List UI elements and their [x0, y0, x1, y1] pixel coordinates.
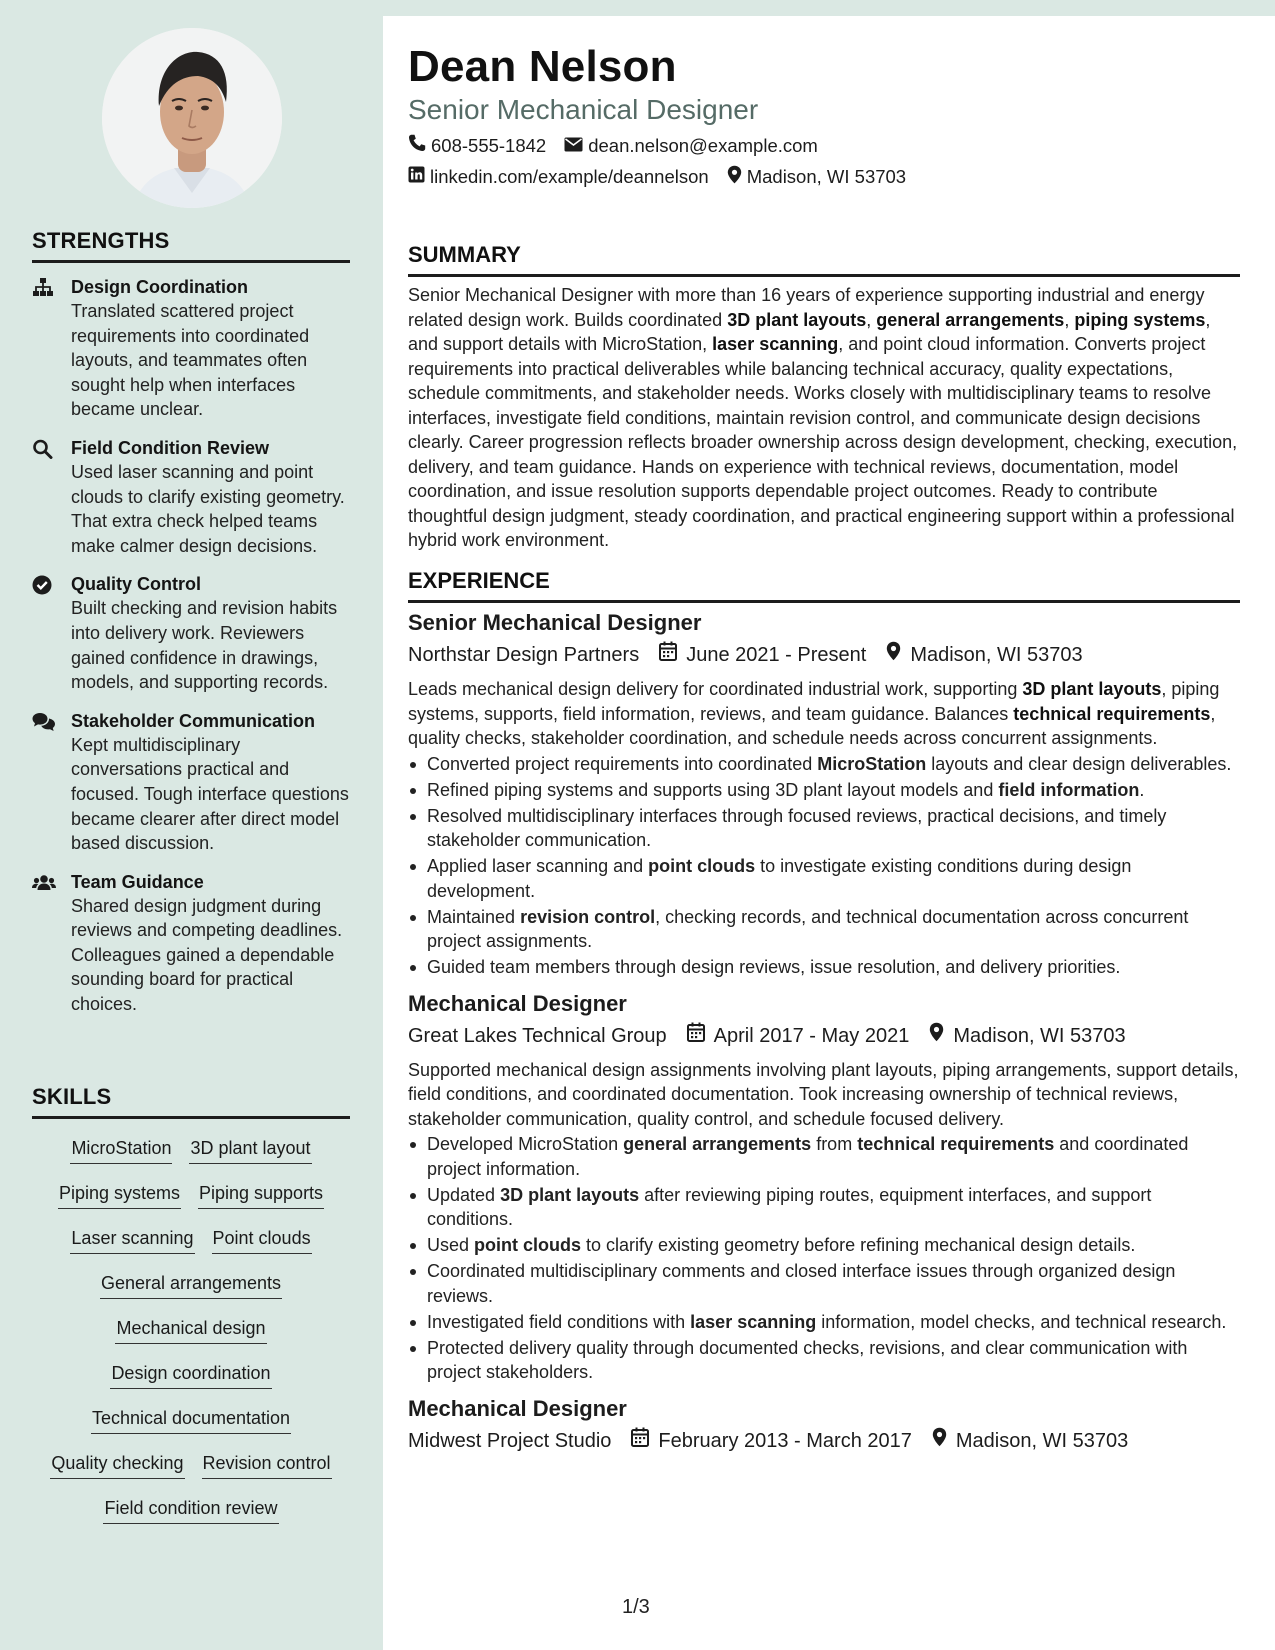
- skill-tag: Field condition review: [103, 1495, 278, 1524]
- strength-desc: Used laser scanning and point clouds to clarify existing geometry. That extra check helped teams make calmer design decisions.: [71, 461, 345, 556]
- job-bullets: [408, 752, 1240, 980]
- job-dates: [631, 1427, 911, 1455]
- job-location: [932, 1427, 1128, 1455]
- job-title: Mechanical Designer: [408, 1395, 627, 1421]
- skill-row: [115, 1315, 266, 1360]
- skill-tag: Design coordination: [110, 1360, 271, 1389]
- intro-segment: , quality checks, stakeholder coordination, and schedule needs across concurrent assignments.: [408, 703, 1216, 748]
- calendar-icon: [631, 1427, 658, 1455]
- skill-tag: Technical documentation: [91, 1405, 291, 1434]
- summary-heading: SUMMARY: [408, 242, 1240, 277]
- strength-item: [32, 275, 350, 422]
- skills-heading: SKILLS: [32, 1084, 350, 1119]
- job-location: [929, 1022, 1125, 1050]
- skill-tag: Piping systems: [58, 1180, 181, 1209]
- job-bullet: [408, 778, 1240, 803]
- summary-segment: ,: [1064, 309, 1075, 330]
- strength-title: Team Guidance: [71, 871, 204, 892]
- candidate-title: Senior Mechanical Designer: [408, 94, 759, 125]
- bullet-segment: to clarify existing geometry before refining mechanical design details.: [581, 1235, 1136, 1255]
- bullet-keyword: technical requirements: [857, 1134, 1055, 1154]
- job-location: [886, 641, 1082, 669]
- job-intro: Supported mechanical design assignments involving plant layouts, piping arrangements, support details, field conditions, and coordinated documentation. Took increasing ownership of technical reviews, stakeholder communication, quality control, and schedule focused delivery.: [408, 1059, 1239, 1129]
- phone-contact: [408, 134, 546, 157]
- summary-segment: , and support details with MicroStation,: [408, 309, 1211, 354]
- strength-item: [32, 572, 350, 694]
- map-pin-icon: [886, 641, 910, 669]
- calendar-icon: [659, 641, 686, 669]
- job-dates-text: June 2021 - Present: [686, 644, 867, 666]
- search-icon: [32, 439, 56, 459]
- skills-section: [32, 1084, 350, 1540]
- job-company: Northstar Design Partners: [408, 644, 640, 666]
- skill-row: [70, 1225, 311, 1270]
- strengths-section: [32, 228, 350, 1017]
- bullet-keyword: field information: [998, 779, 1140, 800]
- skill-row: [100, 1270, 282, 1315]
- job-location-text: Madison, WI 53703: [955, 1429, 1129, 1452]
- strength-desc: Translated scattered project requirements into coordinated layouts, and teammates often sought help when interfaces became unclear.: [71, 301, 310, 420]
- strength-desc: Shared design judgment during reviews and competing deadlines. Colleagues gained a dependable sounding board for practical choices.: [71, 895, 343, 1015]
- skill-row: [50, 1450, 331, 1495]
- email-contact[interactable]: [564, 135, 818, 157]
- calendar-icon: [687, 1022, 714, 1050]
- intro-segment: Leads mechanical design delivery for coordinated industrial work, supporting: [408, 679, 1023, 699]
- linkedin-icon: [408, 166, 430, 188]
- strength-desc: Built checking and revision habits into delivery work. Reviewers gained confidence in drawings, models, and supporting records.: [71, 598, 338, 693]
- experience-heading: EXPERIENCE: [408, 568, 1240, 603]
- job-dates: [659, 641, 866, 669]
- job-title: Senior Mechanical Designer: [408, 610, 702, 635]
- job-company: Great Lakes Technical Group: [408, 1024, 667, 1047]
- bullet-segment: Protected delivery quality through documented checks, revisions, and clear communication with project stakeholders.: [427, 1337, 1188, 1382]
- skill-row: [58, 1180, 324, 1225]
- skill-row: [110, 1360, 271, 1405]
- strength-title: Field Condition Review: [71, 437, 270, 458]
- phone-icon: [408, 134, 431, 157]
- job-meta: [408, 1427, 1240, 1455]
- bullet-keyword: revision control: [520, 906, 656, 927]
- bullet-segment: layouts and clear design deliverables.: [926, 753, 1232, 774]
- job-bullet: [408, 804, 1240, 853]
- job-dates-text: April 2017 - May 2021: [713, 1024, 910, 1047]
- skill-tag: Revision control: [202, 1450, 332, 1479]
- job-bullet: [408, 1183, 1240, 1232]
- strength-item: [32, 870, 350, 1017]
- bullet-segment: Resolved multidisciplinary interfaces through focused reviews, practical decisions, and timely stakeholder communication.: [427, 805, 1167, 850]
- map-pin-icon: [929, 1022, 953, 1050]
- job-location-text: Madison, WI 53703: [953, 1024, 1126, 1047]
- summary-segment: ,: [866, 309, 877, 330]
- bullet-segment: information, model checks, and technical research.: [816, 1311, 1227, 1332]
- job-intro: [408, 677, 1240, 751]
- job-bullet: [408, 1233, 1240, 1258]
- summary-keyword: general arrangements: [876, 309, 1065, 330]
- comments-icon: [32, 712, 56, 732]
- summary-text: [408, 283, 1240, 553]
- bullet-keyword: point clouds: [648, 856, 756, 876]
- intro-segment: , piping systems, supports, field information, reviews, and team guidance. Balances: [408, 679, 1220, 724]
- bullet-segment: Maintained: [427, 906, 521, 927]
- bullet-segment: .: [1139, 779, 1145, 800]
- strength-item: [32, 709, 350, 856]
- strength-title: Quality Control: [71, 574, 201, 595]
- job-entry: [408, 990, 1240, 1385]
- bullet-keyword: point clouds: [474, 1235, 582, 1255]
- profile-photo: [102, 28, 282, 208]
- job-bullet: [408, 1132, 1240, 1181]
- intro-keyword: technical requirements: [1013, 703, 1211, 724]
- strength-title: Design Coordination: [71, 277, 248, 297]
- job-bullet: [408, 854, 1240, 903]
- job-dates-text: February 2013 - March 2017: [658, 1429, 912, 1452]
- bullet-segment: Updated: [427, 1184, 501, 1205]
- contact-line-1: [408, 134, 836, 157]
- phone-text: 608-555-1842: [431, 134, 547, 156]
- skill-tag: Laser scanning: [70, 1225, 194, 1254]
- bullet-segment: Guided team members through design reviews, issue resolution, and delivery priorities.: [427, 957, 1121, 977]
- job-bullet: [408, 955, 1240, 980]
- bullet-keyword: laser scanning: [690, 1311, 817, 1332]
- job-bullet: [408, 1336, 1240, 1385]
- bullet-segment: Refined piping systems and supports using 3D plant layout models and: [427, 779, 999, 800]
- skill-tag: Piping supports: [198, 1180, 324, 1209]
- bullet-segment: Coordinated multidisciplinary comments and closed interface issues through organized design reviews.: [427, 1261, 1176, 1306]
- job-meta: [408, 1022, 1240, 1050]
- skill-tag: 3D plant layout: [189, 1135, 311, 1164]
- envelope-icon: [564, 135, 588, 157]
- job-entry: [408, 1395, 1240, 1455]
- candidate-name: Dean Nelson: [408, 42, 677, 91]
- bullet-segment: Investigated field conditions with: [427, 1311, 691, 1332]
- skill-row: [91, 1405, 291, 1450]
- skill-tag: MicroStation: [70, 1135, 172, 1164]
- intro-keyword: 3D plant layouts: [1022, 679, 1162, 699]
- strength-title: Stakeholder Communication: [71, 710, 316, 731]
- job-bullet: [408, 905, 1240, 954]
- bullet-keyword: MicroStation: [817, 753, 927, 774]
- bullet-segment: Converted project requirements into coordinated: [427, 753, 818, 774]
- summary-segment: Senior Mechanical Designer with more than 16 years of experience supporting industrial and energy related design work. Builds coordinated: [408, 285, 1205, 330]
- job-dates: [687, 1022, 910, 1050]
- job-location-text: Madison, WI 53703: [910, 644, 1083, 666]
- bullet-segment: Applied laser scanning and: [427, 856, 649, 876]
- location-contact: [727, 165, 906, 189]
- summary-segment: , and point cloud information. Converts project requirements into practical deliverables while balancing technical accuracy, quality expectations, schedule commitments, and stakeholder needs. Works closely with multidisciplinary teams to resolve interfaces, investigate field conditions, maintain revision control, and communicate design decisions clearly. Career progression reflects broader ownership across design development, checking, execution, delivery, and team guidance. Hands on experience with technical reviews, documentation, model coordination, and issue resolution supports dependable project outcomes. Ready to contribute thoughtful design judgment, steady coordination, and practical engineering support within a professional hybrid work environment.: [408, 334, 1238, 550]
- summary-keyword: piping systems: [1074, 309, 1206, 330]
- job-bullets: [408, 1132, 1240, 1385]
- bullet-segment: , checking records, and technical documentation across concurrent project assignments.: [427, 906, 1189, 951]
- skill-row: [103, 1495, 278, 1540]
- job-company: Midwest Project Studio: [408, 1429, 612, 1452]
- skill-row: [70, 1135, 311, 1180]
- skill-tag: Mechanical design: [115, 1315, 266, 1344]
- bullet-segment: and coordinated project information.: [427, 1134, 1189, 1179]
- check-circle-icon: [32, 575, 56, 595]
- strength-item: [32, 436, 350, 558]
- header-band: [383, 0, 1275, 16]
- job-entry: [408, 609, 1240, 980]
- bullet-keyword: general arrangements: [623, 1134, 812, 1154]
- experience-section: [408, 568, 1240, 1463]
- skills-list: [32, 1135, 350, 1540]
- bullet-segment: Used: [427, 1235, 475, 1255]
- skill-tag: Quality checking: [50, 1450, 184, 1479]
- sitemap-icon: [32, 278, 56, 298]
- bullet-segment: after reviewing piping routes, equipment interfaces, and support conditions.: [427, 1184, 1152, 1229]
- summary-keyword: laser scanning: [712, 334, 839, 354]
- users-icon: [32, 873, 56, 893]
- summary-section: [408, 242, 1240, 553]
- bullet-segment: to investigate existing conditions during design development.: [427, 856, 1132, 901]
- summary-keyword: 3D plant layouts: [727, 309, 867, 330]
- bullet-keyword: 3D plant layouts: [500, 1184, 640, 1205]
- strength-desc: Kept multidisciplinary conversations practical and focused. Tough interface questions became clearer after direct model based discussion.: [71, 734, 349, 854]
- skill-tag: Point clouds: [212, 1225, 312, 1254]
- job-meta: [408, 641, 1240, 669]
- map-pin-icon: [932, 1427, 956, 1455]
- map-pin-icon: [727, 165, 747, 189]
- bullet-segment: Developed MicroStation: [427, 1134, 624, 1154]
- contact-line-2: [408, 165, 924, 189]
- job-title: Mechanical Designer: [408, 990, 627, 1016]
- job-bullet: [408, 752, 1240, 777]
- job-bullet: [408, 1259, 1240, 1308]
- linkedin-contact[interactable]: [408, 166, 709, 188]
- email-text: dean.nelson@example.com: [588, 134, 818, 156]
- job-bullet: [408, 1310, 1240, 1335]
- bullet-segment: from: [811, 1134, 858, 1154]
- strengths-heading: STRENGTHS: [32, 228, 350, 263]
- linkedin-text: linkedin.com/example/deannelson: [430, 166, 709, 187]
- skill-tag: General arrangements: [100, 1270, 282, 1299]
- location-text: Madison, WI 53703: [746, 166, 907, 187]
- page-number: 1/3: [622, 1596, 650, 1618]
